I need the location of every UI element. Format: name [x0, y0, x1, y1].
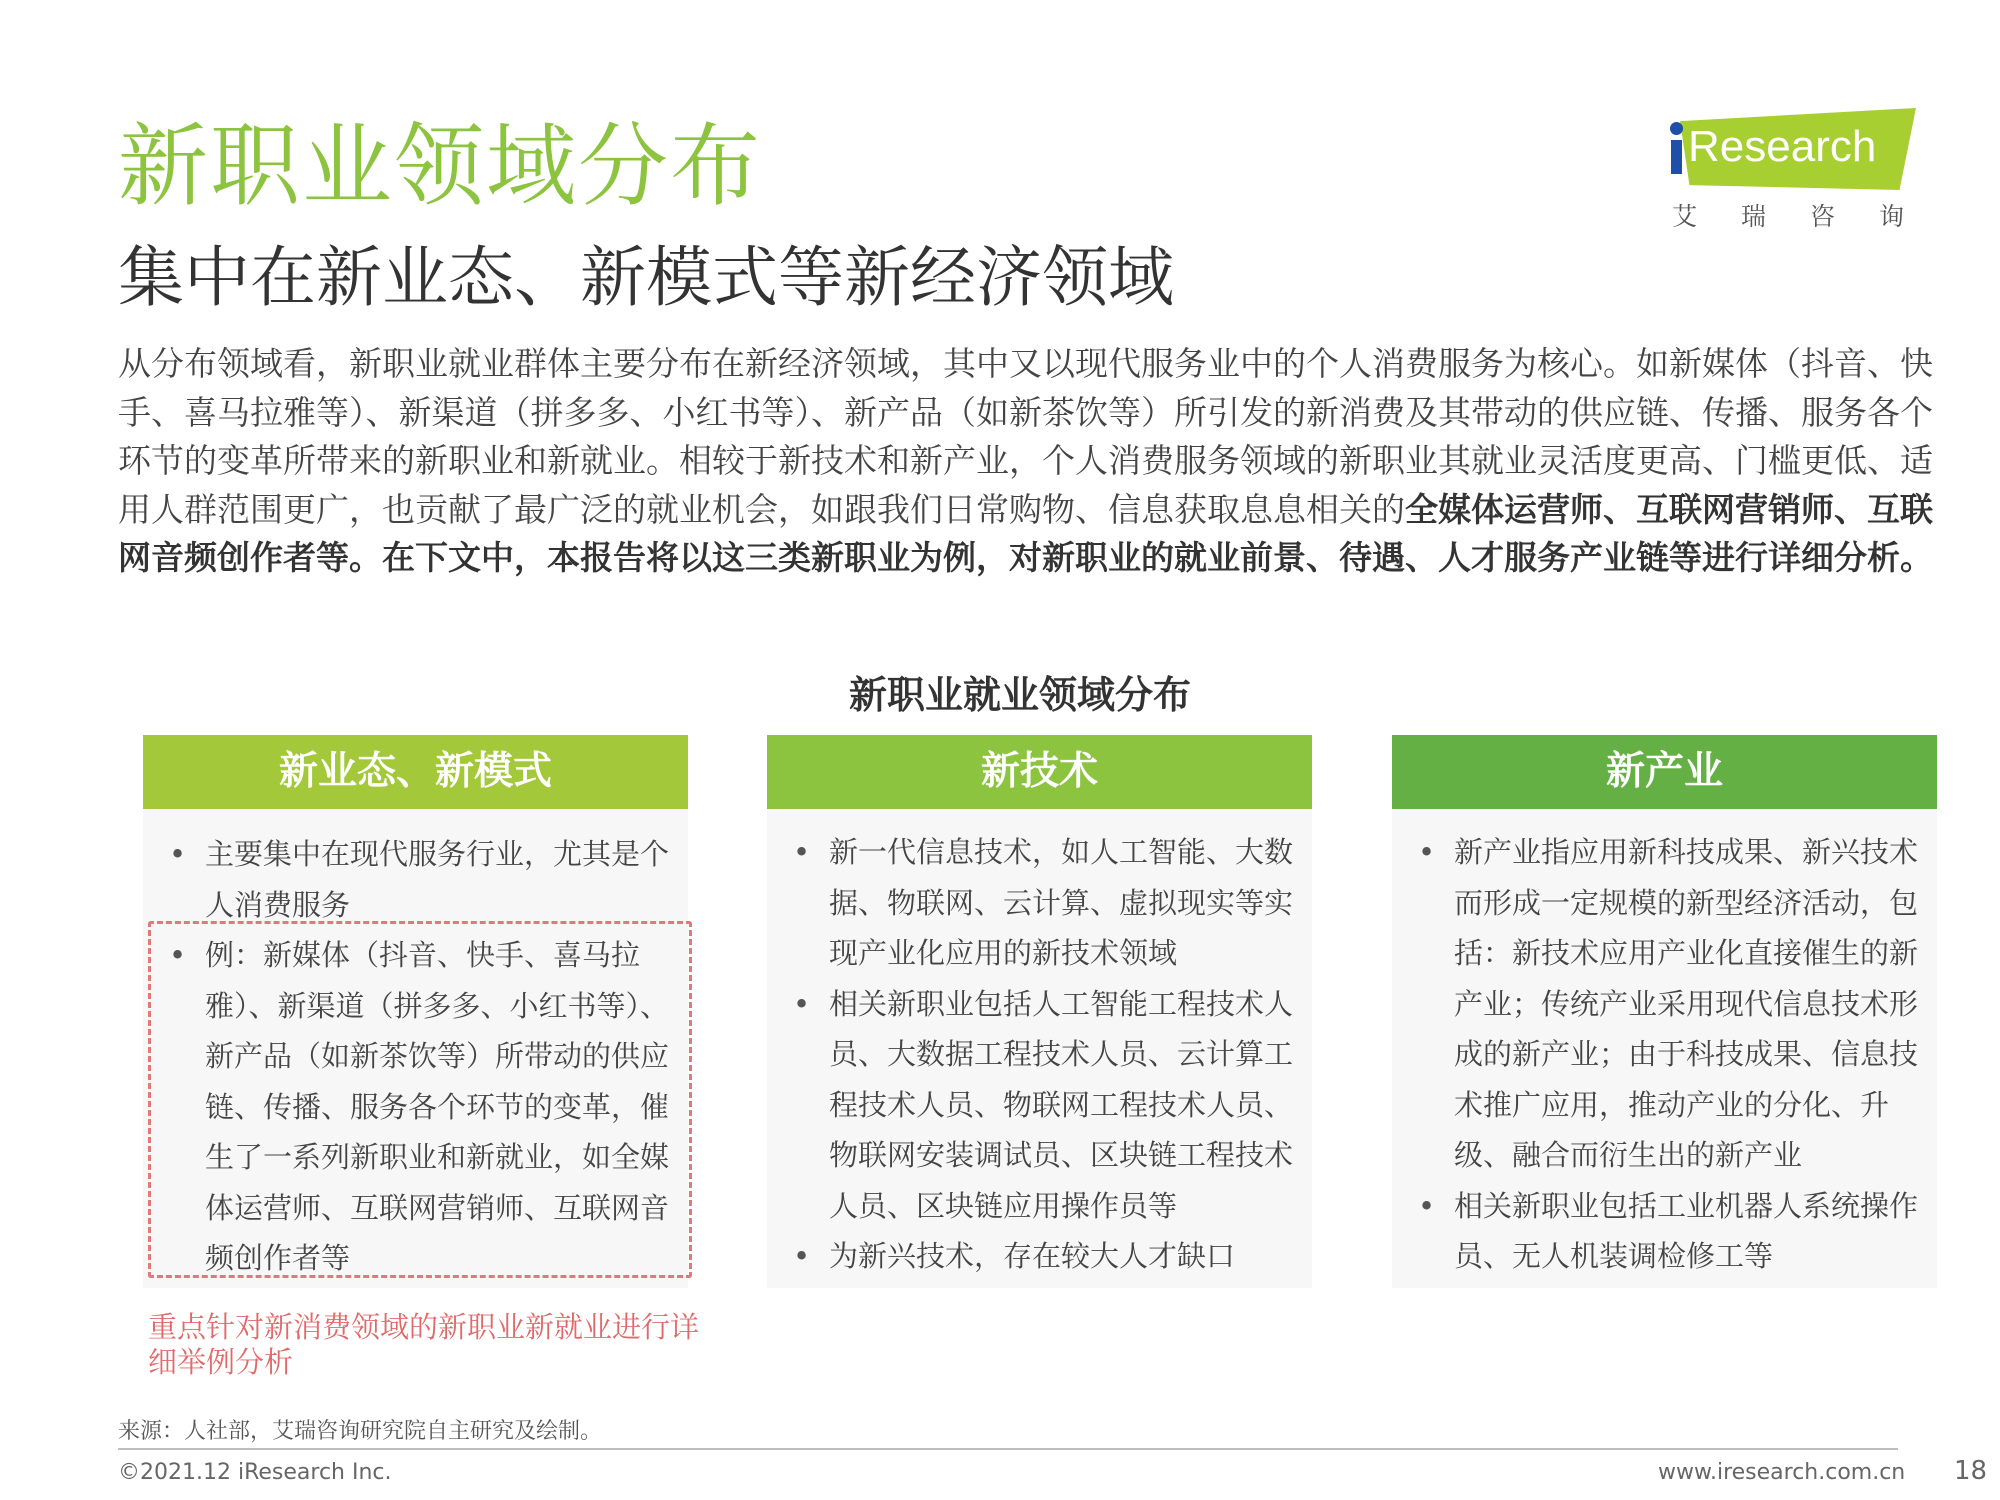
- highlight-dashed-box: [148, 921, 692, 1278]
- logo-i-dot: [1670, 122, 1683, 135]
- copyright: ©2021.12 iResearch Inc.: [118, 1460, 392, 1485]
- bullet-item: • 为新兴技术，存在较大人才缺口: [789, 1231, 1294, 1282]
- bullet-item: • 主要集中在现代服务行业，尤其是个人消费服务: [165, 829, 670, 930]
- column-body: [789, 827, 1294, 1282]
- page-subtitle: 集中在新业态、新模式等新经济领域: [118, 239, 1174, 316]
- logo-i-stem: [1671, 140, 1682, 174]
- website-link[interactable]: www.iresearch.com.cn: [1658, 1460, 1906, 1485]
- iresearch-logo: [1660, 104, 1949, 234]
- logo-chinese-name: 艾瑞咨询: [1672, 202, 1949, 231]
- column-new-business-model: [143, 735, 688, 1288]
- diagram-title: 新职业就业领域分布: [848, 673, 1191, 717]
- column-body: [1414, 827, 1919, 1282]
- column-heading: 新技术: [767, 735, 1312, 809]
- column-heading: 新产业: [1392, 735, 1937, 809]
- bullet-item: • 相关新职业包括工业机器人系统操作员、无人机装调检修工等: [1414, 1181, 1919, 1282]
- bullet-item: • 新一代信息技术，如人工智能、大数据、物联网、云计算、虚拟现实等实现产业化应用的新技术领域: [789, 827, 1294, 979]
- intro-text: 从分布领域看，新职业就业群体主要分布在新经济领域，其中又以现代服务业中的个人消费服务为核心。如新媒体（抖音、快手、喜马拉雅等）、新渠道（拼多多、小红书等）、新产品（如新茶饮等）所引发的新消费及其带动的供应链、传播、服务各个环节的变革所带来的新职业和新就业。相较于新技术和新产业，个人消费服务领域的新职业其就业灵活度更高、门槛更低、适用人群范围更广，也贡献了最广泛的就业机会，如跟我们日常购物、信息获取息息相关的: [118, 344, 1933, 529]
- column-heading: 新业态、新模式: [143, 735, 688, 809]
- bullet-item: • 相关新职业包括人工智能工程技术人员、大数据工程技术人员、云计算工程技术人员、物联网工程技术人员、物联网安装调试员、区块链工程技术人员、区块链应用操作员等: [789, 979, 1294, 1232]
- bullet-item: • 例：新媒体（抖音、快手、喜马拉雅）、新渠道（拼多多、小红书等）、新产品（如新茶饮等）所带动的供应链、传播、服务各个环节的变革，催生了一系列新职业和新就业，如全媒体运营师、互联网营销师、互联网音频创作者等: [165, 930, 670, 1284]
- footer-divider: [118, 1448, 1898, 1450]
- highlight-note: 重点针对新消费领域的新职业新就业进行详细举例分析: [148, 1310, 700, 1379]
- column-new-technology: [767, 735, 1312, 1288]
- column-new-industry: [1392, 735, 1937, 1288]
- bullet-item: • 新产业指应用新科技成果、新兴技术而形成一定规模的新型经济活动，包括：新技术应用产业化直接催生的新产业；传统产业采用现代信息技术形成的新产业；由于科技成果、信息技术推广应用，推动产业的分化、升级、融合而衍生出的新产业: [1414, 827, 1919, 1181]
- page-title: 新职业领域分布: [118, 114, 762, 219]
- logo-wordmark: Research: [1688, 122, 1877, 171]
- page-number: 18: [1954, 1456, 1988, 1486]
- source-note: 来源：人社部，艾瑞咨询研究院自主研究及绘制。: [118, 1419, 603, 1444]
- intro-paragraph: [118, 340, 1948, 583]
- intro-bold-text: 全媒体运营师、互联网营销师、互联网音频创作者等。在下文中，本报告将以这三类新职业为例，对新职业的就业前景、待遇、人才服务产业链等进行详细分析。: [118, 489, 1933, 577]
